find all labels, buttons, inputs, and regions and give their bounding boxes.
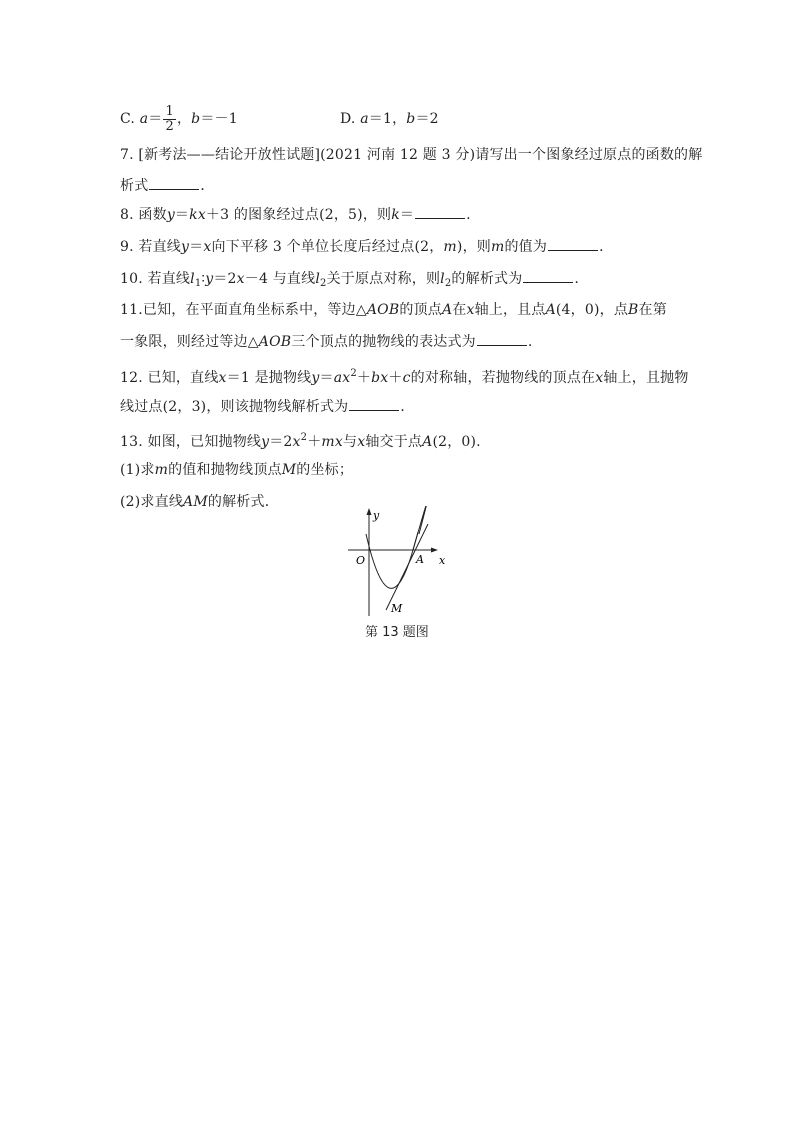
var-y: y (311, 370, 320, 386)
question-7-line-2 (120, 176, 215, 195)
q7-text: 7. [新考法——结论开放性试题](2021 河南 12 题 3 分)请写出一个图象经过原点的函数的解 (120, 147, 703, 163)
question-11-line-1 (120, 301, 667, 319)
q11-text: (4，0)，点 (555, 302, 629, 318)
answer-blank[interactable] (349, 397, 399, 411)
colon: ∶ (201, 271, 206, 287)
var-ax: ax (333, 370, 351, 386)
q11-text: 在第 (638, 302, 667, 318)
var-y: y (205, 271, 214, 287)
q10-text: 10. 若直线 (120, 271, 191, 287)
var-m: m (154, 462, 169, 478)
q12-text: 线过点(2，3)，则该抛物线解析式为 (120, 399, 349, 415)
q10-text: －4 与直线 (244, 271, 316, 287)
eq: ＝－1 (200, 111, 238, 127)
y-axis-arrow (367, 508, 372, 515)
q13-text: 13. 如图，已知抛物线 (120, 434, 262, 450)
q11-end: . (527, 334, 533, 350)
point-m: M (281, 462, 297, 478)
point-a: A (441, 302, 453, 318)
option-c (120, 103, 439, 134)
q12-text: ＝1 是抛物线 (226, 370, 312, 386)
var-m: m (443, 239, 457, 255)
q9-text: 的值为 (504, 239, 548, 255)
q10-text: 关于原点对称，则 (326, 271, 441, 287)
line-am: AM (183, 494, 208, 510)
q13-text: 与 (343, 434, 358, 450)
origin-label: O (356, 554, 366, 567)
option-c-label: C. (120, 111, 140, 127)
var-b: b (406, 111, 416, 127)
q7-text: 析式 (120, 178, 149, 194)
question-13-part-2 (120, 493, 279, 511)
plus: ＋ (356, 370, 372, 386)
var-x: x (197, 207, 206, 223)
point-m-label: M (391, 602, 403, 615)
point-b: B (628, 302, 639, 318)
var-k: k (391, 207, 400, 223)
q8-text: 8. 函数 (120, 207, 167, 223)
var-m: m (490, 239, 505, 255)
question-11-line-2 (120, 332, 533, 351)
answer-blank[interactable] (477, 332, 527, 346)
q11-text: 一象限，则经过等边△ (120, 334, 259, 350)
var-y: y (181, 239, 190, 255)
question-9 (120, 237, 613, 256)
q11-text: 11.已知，在平面直角坐标系中，等边△ (120, 302, 367, 318)
var-x: x (203, 239, 212, 255)
q13-1-text: 的值和抛物线顶点 (168, 462, 282, 478)
var-x: x (466, 302, 475, 318)
q12-text: 轴上，且抛物 (603, 370, 689, 386)
var-l: l (315, 271, 320, 287)
var-x: x (218, 370, 227, 386)
var-y: y (166, 207, 175, 223)
sep: ， (176, 111, 192, 127)
fraction-one-half (163, 105, 175, 134)
eq: ＝ (319, 370, 334, 386)
answer-blank[interactable] (149, 176, 199, 190)
eq: ＝ (399, 207, 415, 223)
var-b: b (191, 111, 201, 127)
answer-blank[interactable] (548, 237, 598, 251)
question-13-part-1 (120, 461, 353, 479)
q11-text: 三个顶点的抛物线的表达式为 (291, 334, 476, 350)
q11-text: 的顶点 (399, 302, 442, 318)
q9-text: 9. 若直线 (120, 239, 182, 255)
var-l: l (190, 271, 195, 287)
point-a: A (545, 302, 556, 318)
triangle-aob: AOB (258, 334, 292, 350)
point-a-label: A (416, 553, 424, 566)
subscript: 2 (444, 278, 452, 289)
plus: ＋ (307, 434, 322, 450)
superscript: 2 (350, 368, 357, 379)
q11-text: 在 (452, 302, 467, 318)
question-8 (120, 205, 471, 224)
q9-end: ． (599, 239, 614, 255)
q12-text: 的对称轴，若抛物线的顶点在 (410, 370, 596, 386)
q13-2-text: 的解析式． (207, 494, 279, 510)
eq: ＝1， (368, 111, 407, 127)
q12-text: 12. 已知，直线 (120, 370, 219, 386)
q7-end: ． (200, 178, 215, 194)
subscript: 2 (320, 278, 327, 289)
question-12-line-2 (120, 397, 415, 416)
answer-blank[interactable] (415, 205, 465, 219)
frac-den: 2 (165, 118, 174, 134)
q9-text: 向下平移 3 个单位长度后经过点(2， (211, 239, 444, 255)
question-12-line-1 (120, 365, 689, 387)
question-13 (120, 429, 481, 451)
line-am (386, 524, 428, 610)
var-mx: mx (321, 434, 343, 450)
q12-end: ． (400, 399, 415, 415)
var-x: x (357, 434, 366, 450)
superscript: 2 (300, 432, 308, 443)
option-d-label: D. (340, 111, 361, 127)
frac-num: 1 (165, 103, 174, 119)
eq: ＝ (174, 207, 190, 223)
parabola-curve-extension (413, 532, 418, 550)
var-bx: bx (371, 370, 389, 386)
answer-blank[interactable] (523, 269, 573, 283)
eq: ＝2 (213, 271, 237, 287)
q9-text: )，则 (456, 239, 491, 255)
question-7-line-1 (120, 146, 702, 164)
plus: ＋ (388, 370, 403, 386)
q13-1-text: 的坐标； (296, 462, 354, 478)
y-axis-label: y (373, 509, 380, 522)
var-x: x (236, 271, 245, 287)
var-l: l (440, 271, 445, 287)
triangle-aob: AOB (366, 302, 400, 318)
q8-end: . (466, 207, 471, 223)
eq: ＝ (148, 111, 163, 127)
q10-text: 的解析式为 (451, 271, 523, 287)
point-a: A (422, 434, 433, 450)
x-axis-arrow (431, 548, 438, 553)
eq: ＝ (189, 239, 204, 255)
var-a: a (139, 111, 149, 127)
var-a: a (360, 111, 369, 127)
option-d (340, 104, 439, 134)
parabola-figure (344, 506, 454, 618)
q13-2-text: (2)求直线 (120, 494, 184, 510)
var-x: x (595, 370, 604, 386)
x-axis-label: x (439, 554, 446, 567)
eq: ＝2 (415, 111, 439, 127)
var-c: c (402, 370, 411, 386)
var-k: k (189, 207, 198, 223)
q13-1-text: (1)求 (120, 462, 155, 478)
q13-text: 轴交于点 (365, 434, 423, 450)
q11-text: 轴上，且点 (474, 302, 546, 318)
q10-end: . (574, 271, 580, 287)
var-x: x (292, 434, 301, 450)
figure-caption: 第 13 题图 (365, 625, 429, 640)
q13-text: (2，0). (432, 434, 481, 450)
eq: ＝2 (269, 434, 293, 450)
q8-text: ＋3 的图象经过点(2，5)，则 (205, 207, 392, 223)
var-y: y (261, 434, 270, 450)
question-10 (120, 269, 579, 293)
subscript: 1 (194, 278, 202, 289)
